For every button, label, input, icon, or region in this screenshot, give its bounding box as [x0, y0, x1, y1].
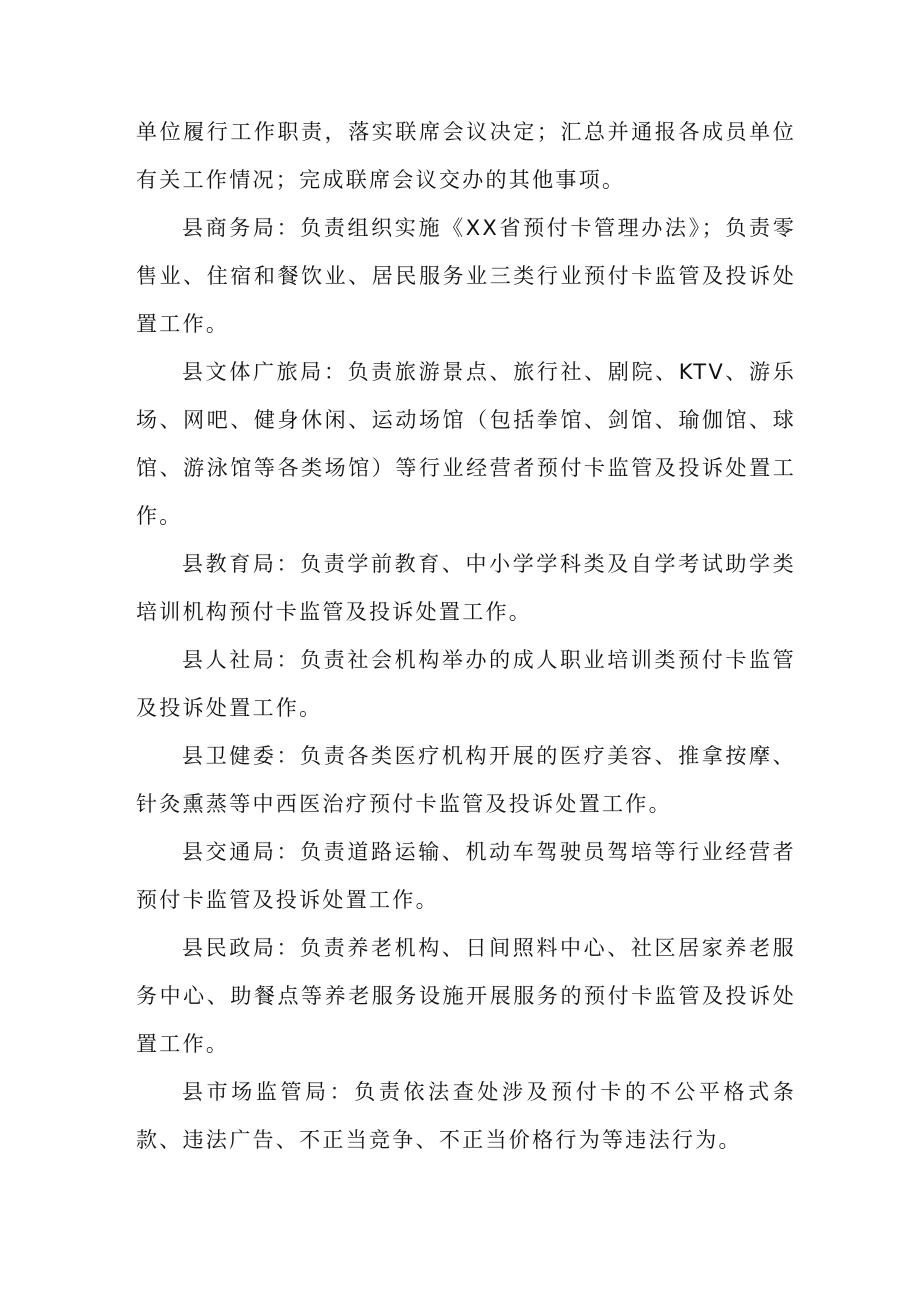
- paragraph-culture-tourism-bureau: 县文体广旅局：负责旅游景点、旅行社、剧院、KTV、游乐场、网吧、健身休闲、运动场馆（包括拳馆、剑馆、瑜伽馆、球馆、游泳馆等各类场馆）等行业经营者预付卡监管及投诉处置工作。: [136, 360, 796, 528]
- paragraph-civil-affairs-bureau: 县民政局：负责养老机构、日间照料中心、社区居家养老服务中心、助餐点等养老服务设施开展服务的预付卡监管及投诉处置工作。: [136, 936, 796, 1056]
- paragraph-health-commission: 县卫健委：负责各类医疗机构开展的医疗美容、推拿按摩、针灸熏蒸等中西医治疗预付卡监管及投诉处置工作。: [136, 744, 796, 816]
- paragraph-education-bureau: 县教育局：负责学前教育、中小学学科类及自学考试助学类培训机构预付卡监管及投诉处置工作。: [136, 552, 796, 624]
- document-body: [136, 108, 796, 1164]
- paragraph-human-resources-bureau: 县人社局：负责社会机构举办的成人职业培训类预付卡监管及投诉处置工作。: [136, 648, 796, 720]
- paragraph-commerce-bureau: 县商务局：负责组织实施《XX省预付卡管理办法》；负责零售业、住宿和餐饮业、居民服务业三类行业预付卡监管及投诉处置工作。: [136, 216, 796, 336]
- paragraph-continuation: 单位履行工作职责，落实联席会议决定；汇总并通报各成员单位有关工作情况；完成联席会议交办的其他事项。: [136, 120, 796, 192]
- paragraph-transport-bureau: 县交通局：负责道路运输、机动车驾驶员驾培等行业经营者预付卡监管及投诉处置工作。: [136, 840, 796, 912]
- paragraph-market-supervision-bureau: 县市场监管局：负责依法查处涉及预付卡的不公平格式条款、违法广告、不正当竞争、不正当价格行为等违法行为。: [136, 1080, 796, 1152]
